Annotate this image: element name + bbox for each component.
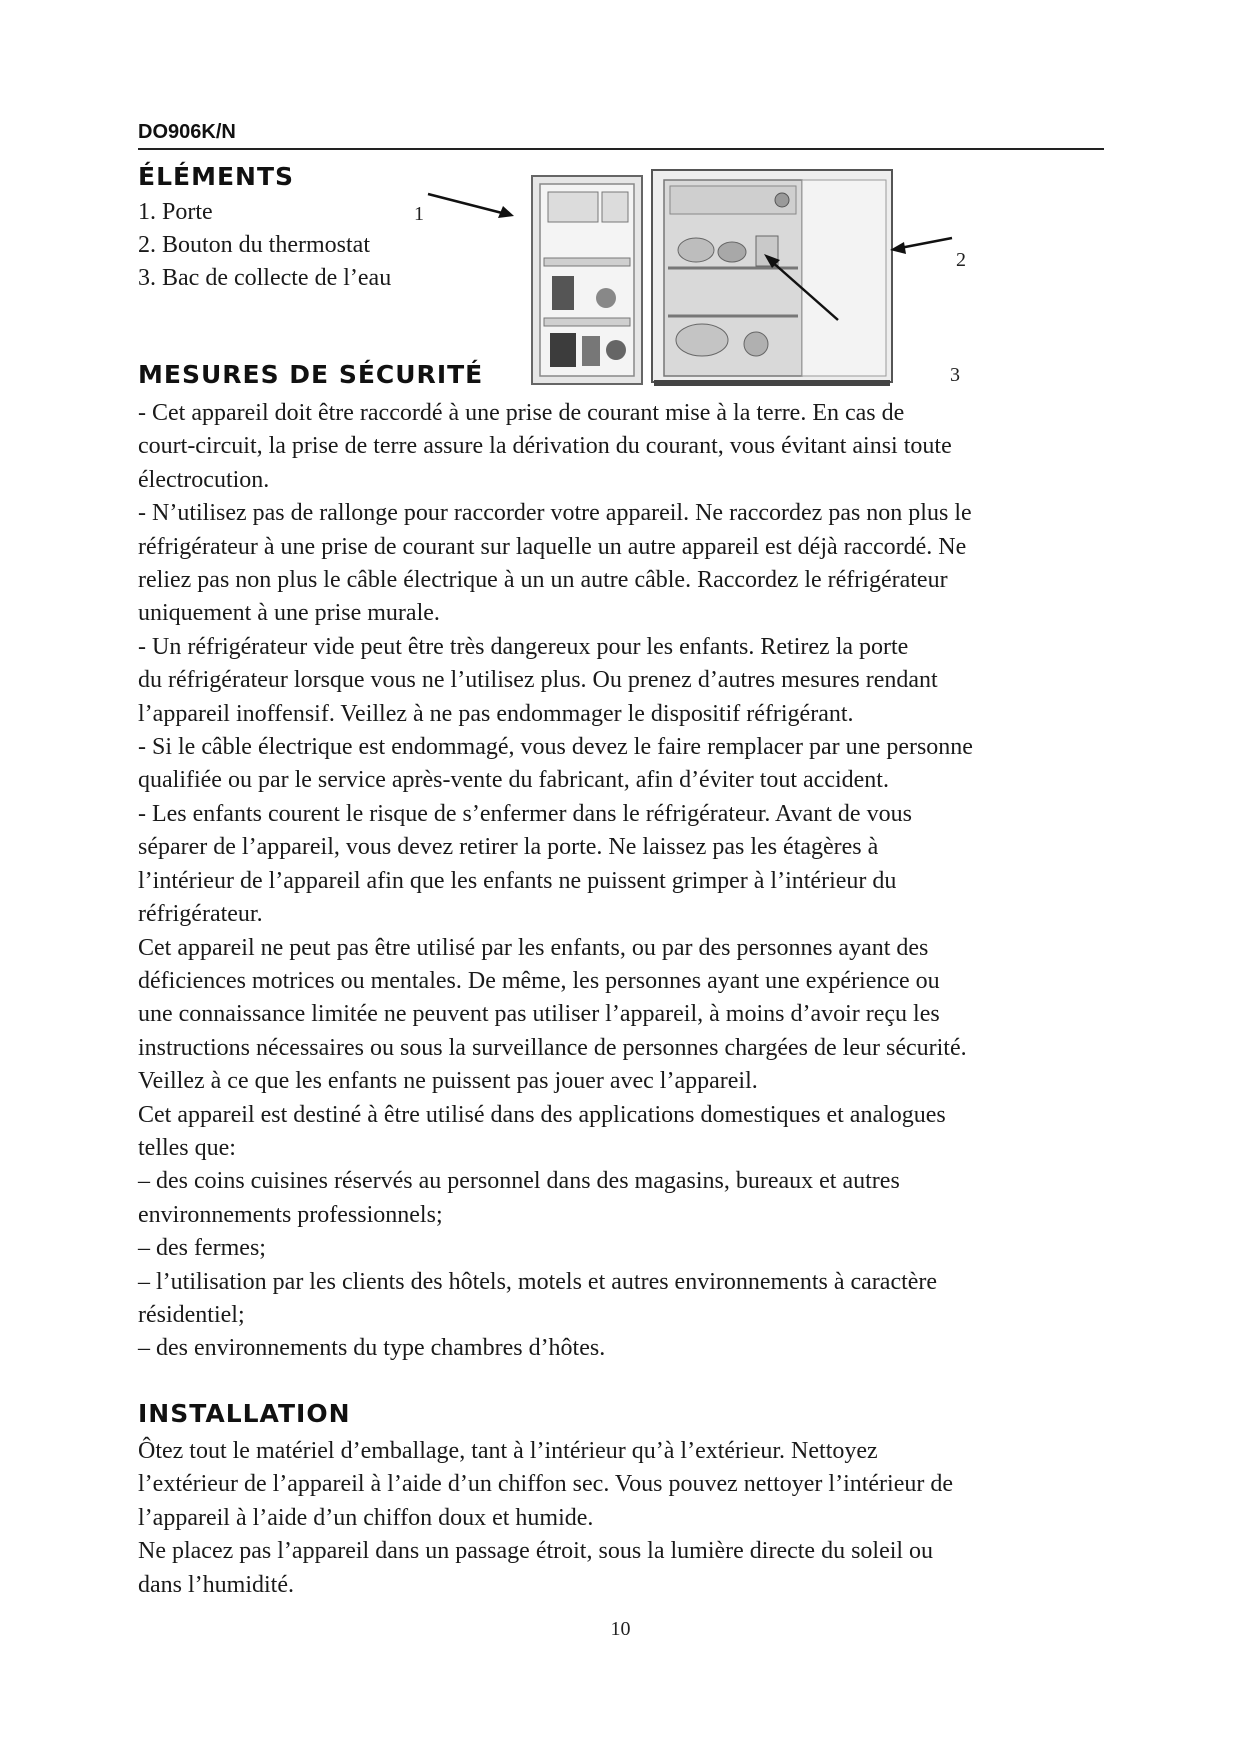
text-line: instructions nécessaires ou sous la surveillance de personnes chargées de leur sécurité. (138, 1034, 967, 1061)
installation-text (138, 1435, 1108, 1602)
text-line: l’appareil inoffensif. Veillez à ne pas endommager le dispositif réfrigérant. (138, 700, 854, 727)
elements-item: 1. Porte (138, 199, 213, 225)
text-line: environnements professionnels; (138, 1201, 443, 1228)
text-line: du réfrigérateur lorsque vous ne l’utilisez plus. Ou prenez d’autres mesures rendant (138, 667, 938, 694)
fridge-illustration (414, 148, 1000, 398)
text-line: déficiences motrices ou mentales. De même, les personnes ayant une expérience ou (138, 967, 940, 994)
text-line: telles que: (138, 1134, 236, 1161)
elements-heading: ÉLÉMENTS (138, 162, 295, 191)
text-line: - Si le câble électrique est endommagé, vous devez le faire remplacer par une personne (138, 734, 973, 761)
page-number: 10 (610, 1618, 631, 1640)
text-line: l’extérieur de l’appareil à l’aide d’un chiffon sec. Vous pouvez nettoyer l’intérieur de (138, 1471, 954, 1498)
text-line: qualifiée ou par le service après-vente du fabricant, afin d’éviter tout accident. (138, 767, 889, 794)
text-line: – des environnements du type chambres d’hôtes. (138, 1335, 606, 1362)
elements-item: 2. Bouton du thermostat (138, 232, 370, 258)
text-line: réfrigérateur à une prise de courant sur laquelle un autre appareil est déjà raccordé. Ne (138, 533, 967, 560)
callout-2 (890, 238, 952, 254)
text-line: uniquement à une prise murale. (138, 600, 440, 627)
text-line: - N’utilisez pas de rallonge pour raccorder votre appareil. Ne raccordez pas non plus le (138, 500, 972, 527)
callout-1 (428, 194, 514, 218)
text-line: dans l’humidité. (138, 1571, 294, 1598)
text-line: séparer de l’appareil, vous devez retirer la porte. Ne laissez pas les étagères à (138, 834, 879, 861)
text-line: Ne placez pas l’appareil dans un passage étroit, sous la lumière directe du soleil ou (138, 1538, 934, 1565)
safety-heading: MESURES DE SÉCURITÉ (138, 360, 484, 389)
text-line: reliez pas non plus le câble électrique à un un autre câble. Raccordez le réfrigérateur (138, 567, 948, 594)
text-line: Cet appareil ne peut pas être utilisé par les enfants, ou par des personnes ayant des (138, 934, 929, 961)
text-line: – des coins cuisines réservés au personnel dans des magasins, bureaux et autres (138, 1168, 900, 1195)
text-line: - Un réfrigérateur vide peut être très dangereux pour les enfants. Retirez la porte (138, 633, 909, 660)
callout-label-2: 2 (956, 249, 966, 271)
text-line: Cet appareil est destiné à être utilisé dans des applications domestiques et analogues (138, 1101, 946, 1128)
text-line: résidentiel; (138, 1301, 245, 1328)
callout-label-3: 3 (950, 364, 960, 386)
text-line: – l’utilisation par les clients des hôtels, motels et autres environnements à caractère (138, 1268, 938, 1295)
text-line: Veillez à ce que les enfants ne puissent pas jouer avec l’appareil. (138, 1068, 758, 1095)
text-line: électrocution. (138, 466, 270, 493)
text-line: court-circuit, la prise de terre assure la dérivation du courant, vous évitant ainsi toute (138, 433, 952, 460)
text-line: réfrigérateur. (138, 901, 263, 928)
elements-list (138, 196, 391, 295)
installation-heading: INSTALLATION (138, 1399, 351, 1428)
text-line: - Les enfants courent le risque de s’enfermer dans le réfrigérateur. Avant de vous (138, 800, 912, 827)
elements-item: 3. Bac de collecte de l’eau (138, 265, 392, 291)
fridge-door (532, 176, 642, 384)
text-line: – des fermes; (138, 1235, 266, 1262)
text-line: une connaissance limitée ne peuvent pas utiliser l’appareil, à moins d’avoir reçu les (138, 1001, 940, 1028)
text-line: Ôtez tout le matériel d’emballage, tant à l’intérieur qu’à l’extérieur. Nettoyez (138, 1438, 878, 1464)
text-line: l’intérieur de l’appareil afin que les enfants ne puissent grimper à l’intérieur du (138, 867, 897, 894)
text-line: l’appareil à l’aide d’un chiffon doux et humide. (138, 1504, 594, 1531)
safety-text (138, 397, 1108, 1366)
model-number: DO906K/N (138, 121, 236, 143)
text-line: - Cet appareil doit être raccordé à une prise de courant mise à la terre. En cas de (138, 400, 905, 426)
callout-label-1: 1 (414, 203, 424, 225)
fridge-cabinet (652, 170, 892, 386)
thermostat-knob (775, 193, 789, 207)
